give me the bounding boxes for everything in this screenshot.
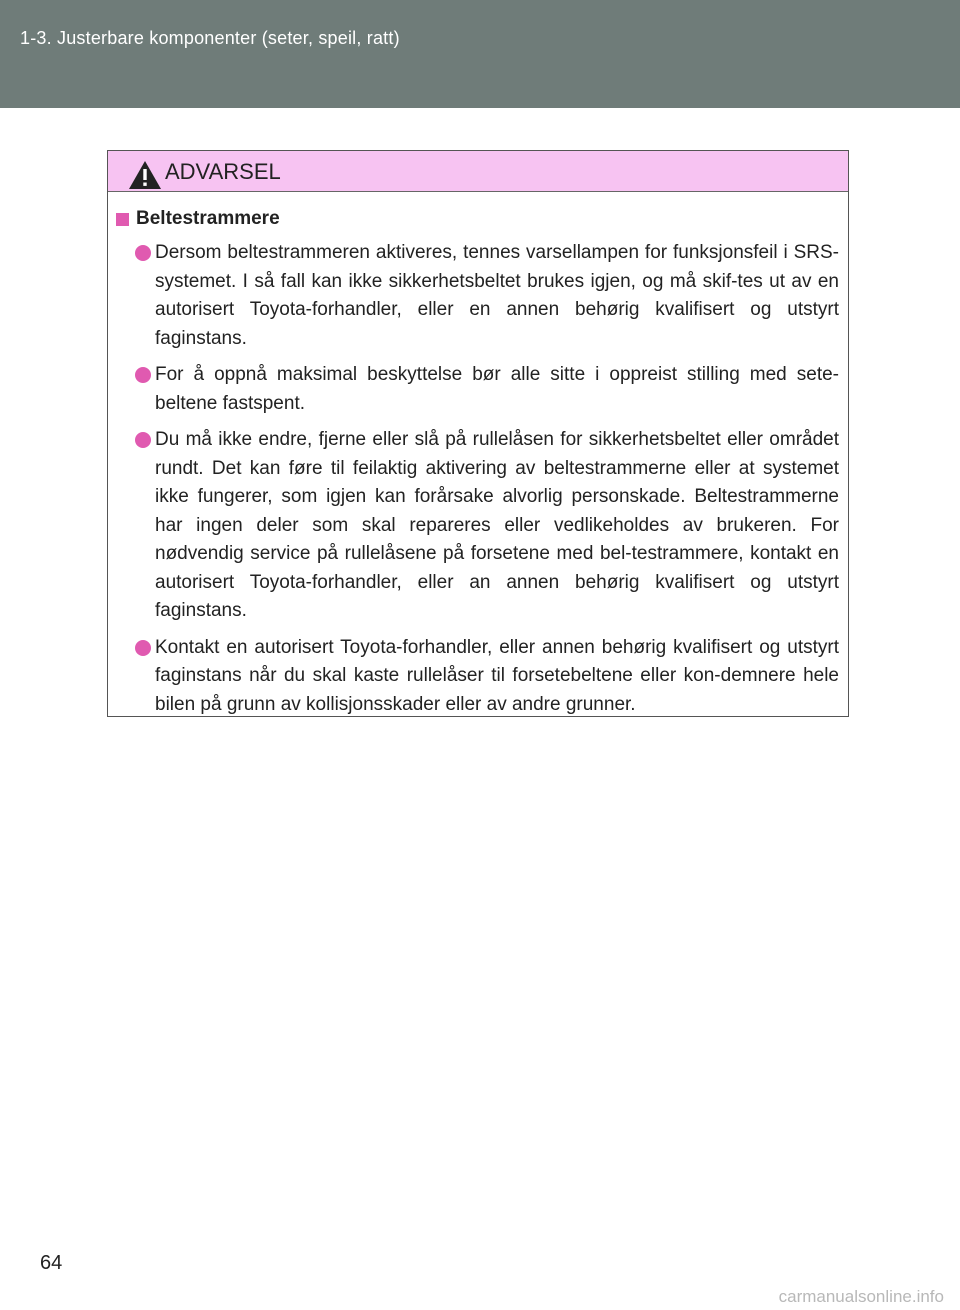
bullet-dot-icon <box>135 640 151 656</box>
bullet-item <box>116 239 839 353</box>
bullet-text: Dersom beltestrammeren aktiveres, tennes varsellampen for funksjonsfeil i SRS-systemet. I så fall kan ikke sikkerhetsbeltet brukes igjen, og må skif-tes ut av en autorisert Toyota-forhandler, eller en annen behørig kvalifisert og utstyrt faginstans. <box>155 242 839 349</box>
bullet-text: For å oppnå maksimal beskyttelse bør alle sitte i oppreist stilling med sete-beltene fastspent. <box>155 364 839 414</box>
bullet-text: Du må ikke endre, fjerne eller slå på rullelåsen for sikkerhetsbeltet eller området rundt. Det kan føre til feilaktig aktivering av beltestrammerne eller at systemet ikke fungerer, som igjen kan forårsake alvorlig personskade. Beltestrammerne har ingen deler som skal repareres eller vedlikeholdes av brukeren. For nødvendig service på rullelåsene på forsetene med bel-testrammere, kontakt en autorisert Toyota-forhandler, eller an annen behørig kvalifisert og utstyrt faginstans. <box>155 429 839 621</box>
warning-box <box>107 150 849 717</box>
section-heading-text: Beltestrammere <box>136 208 280 229</box>
warning-body <box>108 192 848 719</box>
section-title: 1-3. Justerbare komponenter (seter, speil, ratt) <box>20 28 400 48</box>
warning-label: ADVARSEL <box>165 159 281 184</box>
watermark: carmanualsonline.info <box>778 1287 944 1306</box>
bullet-dot-icon <box>135 432 151 448</box>
bullet-item <box>116 634 839 720</box>
bullet-dot-icon <box>135 367 151 383</box>
bullet-item <box>116 361 839 418</box>
section-heading <box>116 208 839 230</box>
bullet-text: Kontakt en autorisert Toyota-forhandler, eller annen behørig kvalifisert og utstyrt faginstans når du skal kaste rullelåser til forsetebeltene eller kon-demnere hele bilen på grunn av kollisjonsskader eller av andre grunner. <box>155 636 839 715</box>
page-number: 64 <box>40 1252 63 1274</box>
square-bullet-icon <box>116 213 129 226</box>
bullet-item <box>116 426 839 626</box>
header-band <box>0 0 960 108</box>
warning-triangle-icon <box>128 160 162 190</box>
warning-header <box>108 151 848 192</box>
bullet-dot-icon <box>135 245 151 261</box>
